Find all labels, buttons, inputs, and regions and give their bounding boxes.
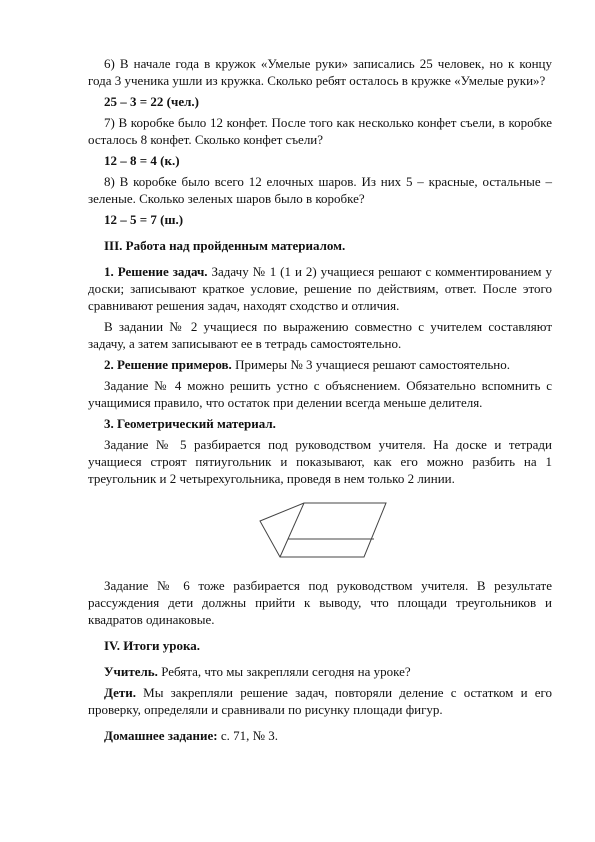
homework-line: Домашнее задание: с. 71, № 3. bbox=[104, 728, 279, 743]
document-page bbox=[88, 55, 552, 744]
task-7-text: 7) В коробке было 12 конфет. После того как несколько конфет съели, в коробке осталось 8 конфет. Сколько конфет съели? bbox=[88, 115, 552, 147]
section-3-heading: III. Работа над пройденным материалом. bbox=[104, 238, 346, 253]
section-3-item-1-continued: В задании № 2 учащиеся по выражению совместно с учителем составляют задачу, а затем записывают ее в тетрадь самостоятельно. bbox=[88, 319, 552, 351]
pentagon-figure bbox=[88, 489, 552, 573]
section-3-item-3-text: Задание № 5 разбирается под руководством учителя. На доске и тетради учащиеся строят пятиугольник и показывают, как его можно разбить на 1 треугольник и 2 четырехугольника, проведя в нем только 2 линии. bbox=[88, 437, 552, 486]
task-7-answer: 12 – 8 = 4 (к.) bbox=[104, 153, 180, 168]
teacher-line: Учитель. Ребята, что мы закрепляли сегодня на уроке? bbox=[104, 664, 411, 679]
task-8-text: 8) В коробке было всего 12 елочных шаров. Из них 5 – красные, остальные – зеленые. Сколько зеленых шаров было в коробке? bbox=[88, 174, 552, 206]
section-4-heading: IV. Итоги урока. bbox=[104, 638, 201, 653]
task-6-answer: 25 – 3 = 22 (чел.) bbox=[104, 94, 199, 109]
section-3-item-3-heading: 3. Геометрический материал. bbox=[104, 416, 276, 431]
task-8-answer: 12 – 5 = 7 (ш.) bbox=[104, 212, 184, 227]
section-3-item-2: 2. Решение примеров. Примеры № 3 учащиеся решают самостоятельно. bbox=[104, 357, 511, 372]
section-3-item-1: 1. Решение задач. Задачу № 1 (1 и 2) учащиеся решают с комментированием у доски; записывают краткое условие, решение по действиям, ответ. После этого сравнивают решения задач, находят сходство и отличия. bbox=[88, 264, 552, 313]
pentagon-diagram bbox=[258, 501, 388, 561]
section-3-item-3-continued: Задание № 6 тоже разбирается под руководством учителя. В результате рассуждения дети должны прийти к выводу, что площади треугольников и квадратов одинаковые. bbox=[88, 578, 552, 627]
kids-line: Дети. Мы закрепляли решение задач, повторяли деление с остатком и его проверку, определяли и сравнивали по рисунку площади фигур. bbox=[88, 685, 552, 717]
section-3-item-2-continued: Задание № 4 можно решить устно с объяснением. Обязательно вспомнить с учащимися правило, что остаток при делении всегда меньше делителя. bbox=[88, 378, 552, 410]
task-6-text: 6) В начале года в кружок «Умелые руки» записались 25 человек, но к концу года 3 ученика ушли из кружка. Сколько ребят осталось в кружке «Умелые руки»? bbox=[88, 56, 552, 88]
